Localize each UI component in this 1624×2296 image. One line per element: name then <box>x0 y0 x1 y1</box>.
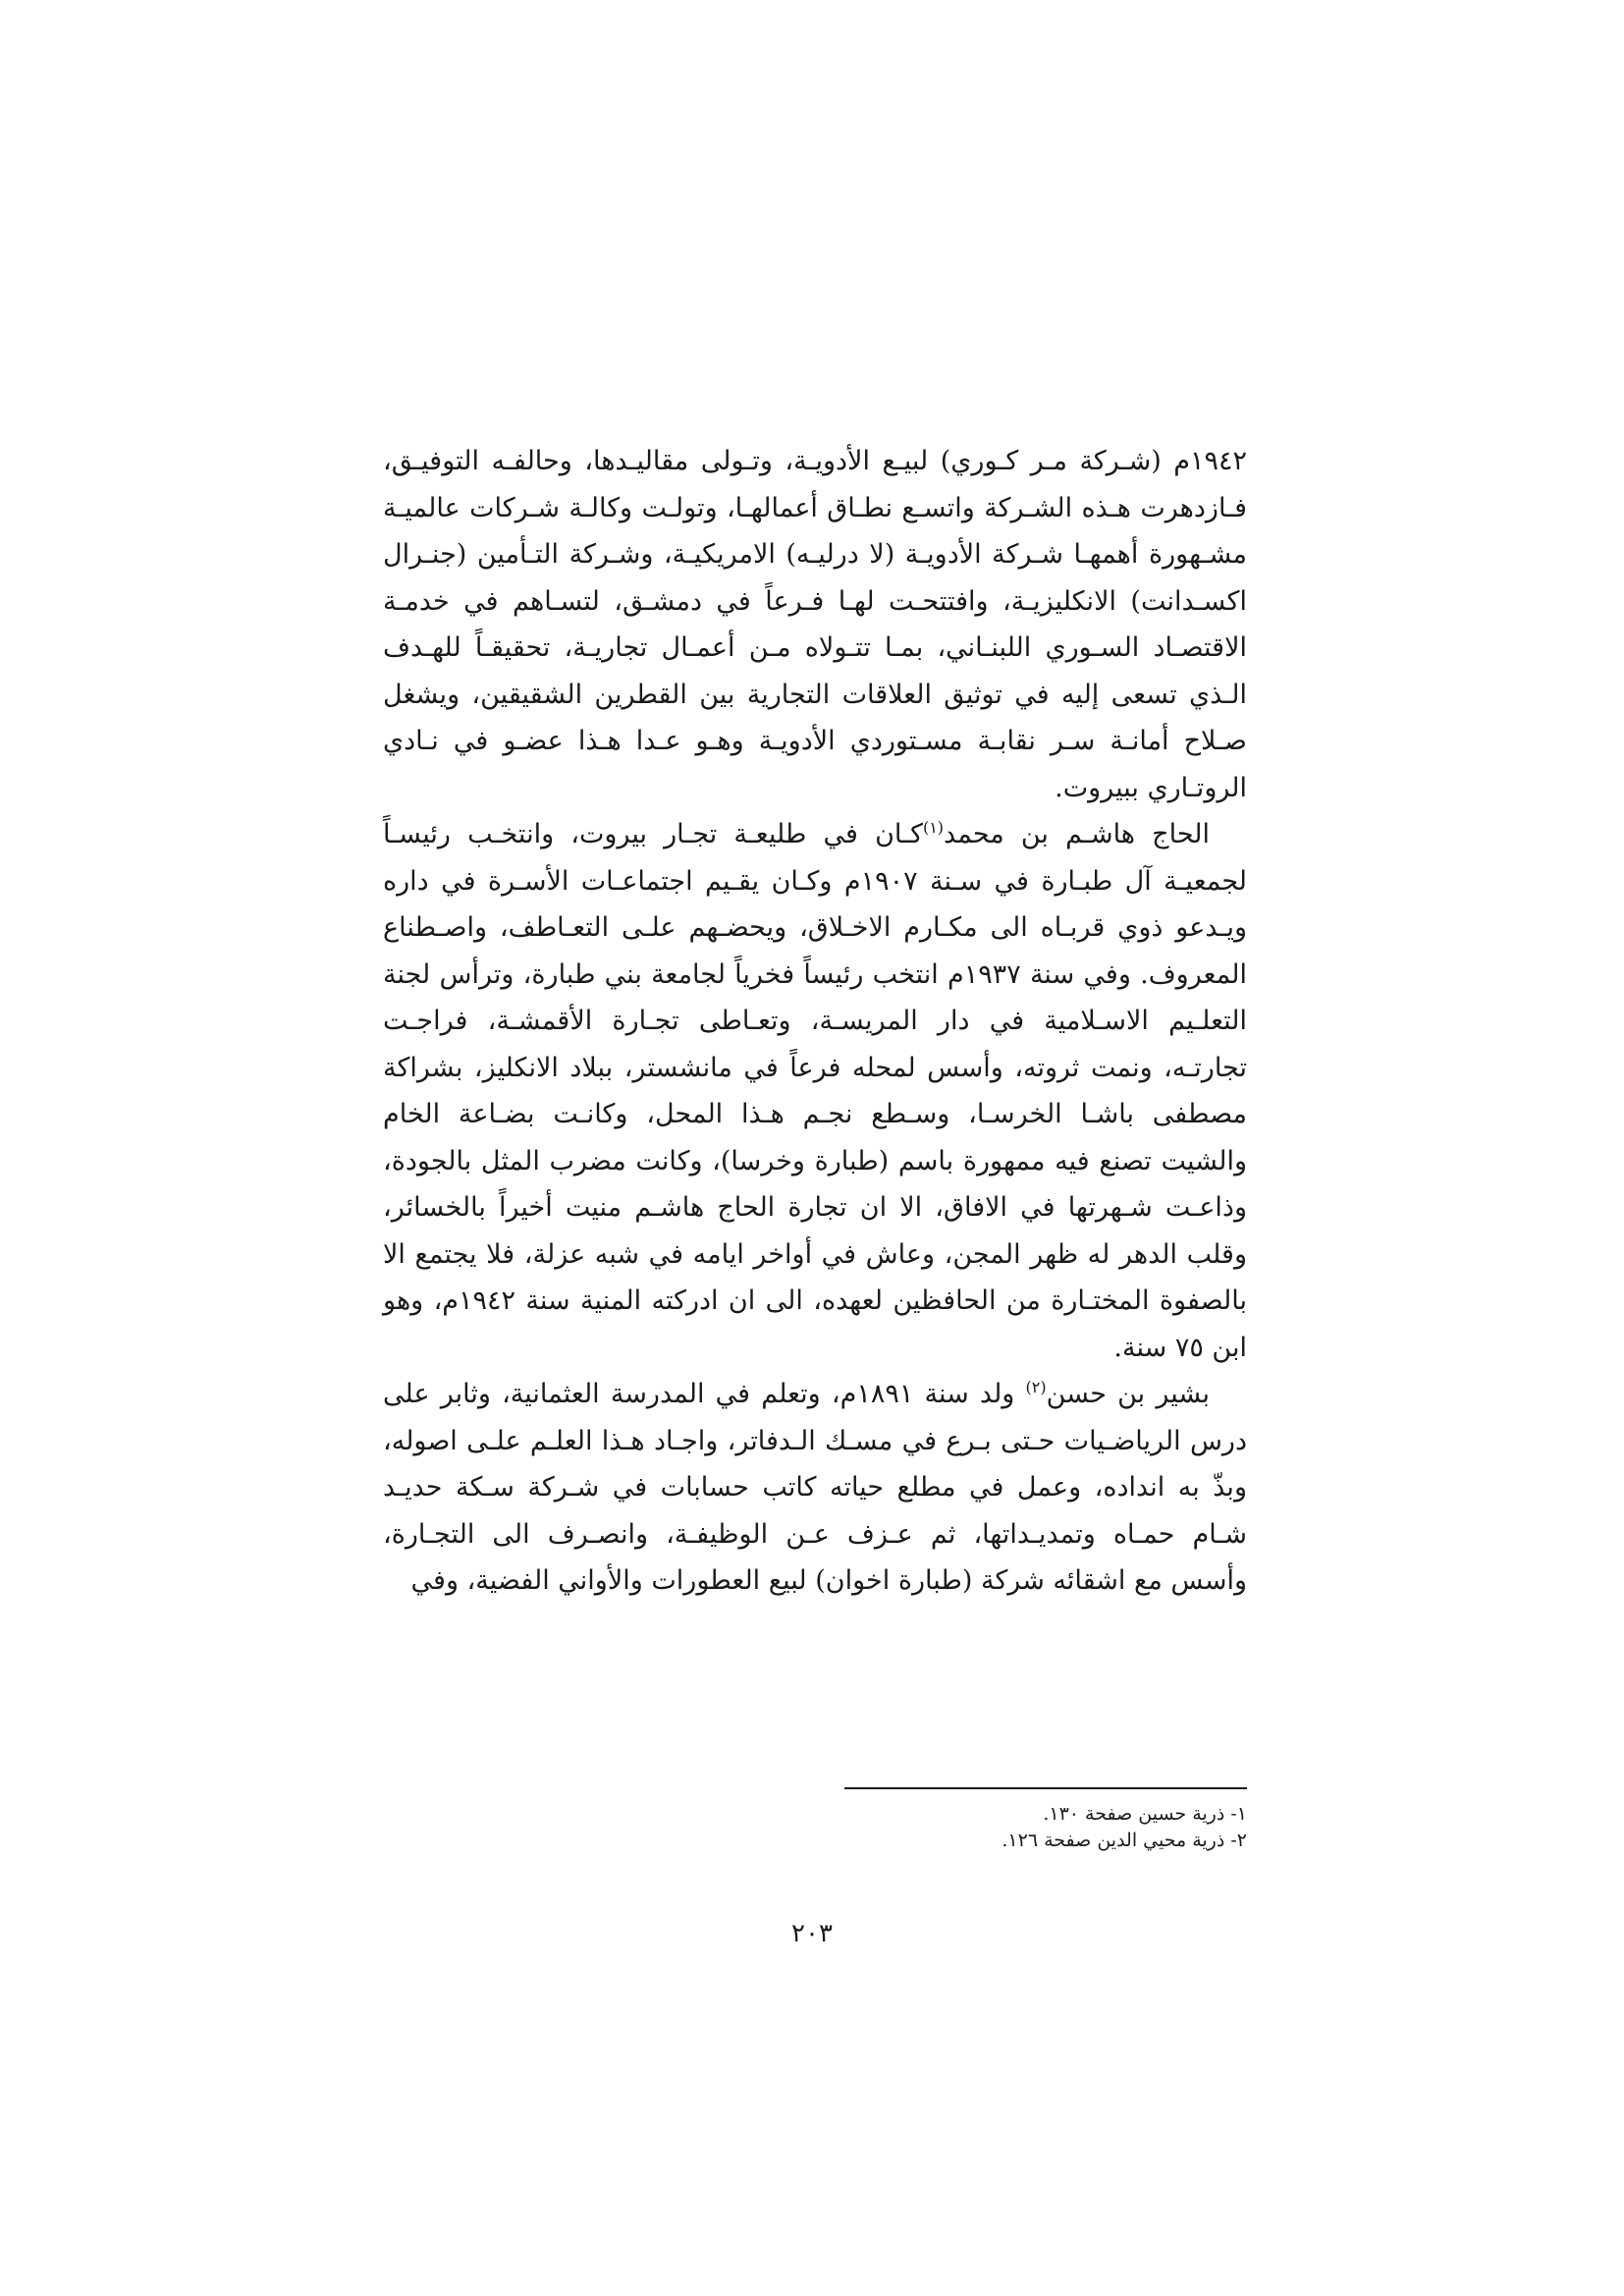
paragraph-2-start: الحاج هاشـم بن محمد <box>944 819 1210 849</box>
paragraph-3-body: ولد سنة ١٨٩١م، وتعلم في المدرسة العثمانية، وثابر على درس الرياضـيات حـتى بـرع في مسـك الـدفاتر، واجـاد هـذا العلـم علـى اصوله، وبذّ به انداده، وعمل في مطلع حياته كاتب حسابات في شـركة سـكة حديـد شـام حمـاه وتمديـداتها، ثم عـزف عـن الوظيفـة، وانصـرف الى التجـارة، وأسس مع اشقائه شركة (طبارة اخوان) لبيع العطورات والأواني الفضية، وفي <box>383 1379 1247 1596</box>
paragraph-1: ١٩٤٢م (شـركة مـر كـوري) لبيـع الأدويـة، وتـولى مقاليـدها، وحالفـه التوفيـق، فـازدهرت هـذه الشـركة واتسـع نطـاق أعمالهـا، وتولـت وكالـة شـركات عالميـة مشـهورة أهمهـا شـركة الأدويـة (لا درليـه) الامريكيـة، وشـركة التـأمين (جنـرال اكسـدانت) الانكليزيـة، وافتتحـت لهـا فـرعاً في دمشـق، لتسـاهم في خدمـة الاقتصـاد السـوري اللبنـاني، بمـا تتـولاه مـن أعمـال تجاريـة، تحقيقـاً للهـدف الـذي تسعى إليه في توثيق العلاقات التجارية بين القطرين الشقيقين، ويشغل صـلاح أمانـة سـر نقابـة مسـتوردي الأدويـة وهـو عـدا هـذا عضـو في نـادي الروتـاري ببيروت. <box>383 446 1247 803</box>
paragraph-2 <box>383 811 1247 1371</box>
footnote-ref-1: (١) <box>922 818 945 837</box>
page-number: ٢٠٣ <box>791 1919 833 1948</box>
paragraph-3-start: بشير بن حسن <box>1046 1379 1210 1409</box>
footnote-divider <box>844 1787 1247 1789</box>
footnote-ref-2: (٢) <box>1025 1378 1047 1396</box>
footnotes <box>746 1801 1247 1854</box>
footnote-2: ٢- ذرية محيي الدين صفحة ١٢٦. <box>1001 1830 1247 1851</box>
paragraph-2-body: كـان في طليعـة تجـار بيروت، وانتخـب رئيسـاً لجمعيـة آل طبـارة في سـنة ١٩٠٧م وكـان يقـيم اجتماعـات الأسـرة في داره ويـدعو ذوي قربـاه الى مكـارم الاخـلاق، ويحضـهم علـى التعـاطف، واصـطناع المعروف. وفي سنة ١٩٣٧م انتخب رئيساً فخرياً لجامعة بني طبارة، وترأس لجنة التعلـيم الاسـلامية في دار المريسـة، وتعـاطى تجـارة الأقمشـة، فراجـت تجارتـه، ونمت ثروته، وأسس لمحله فرعاً في مانشستر، ببلاد الانكليز، بشراكة مصطفى باشـا الخرسـا، وسـطع نجـم هـذا المحل، وكانـت بضـاعة الخام والشيت تصنع فيه ممهورة باسم (طبارة وخرسا)، وكانت مضرب المثل بالجودة، وذاعـت شـهرتها في الافاق، الا ان تجارة الحاج هاشـم منيت أخيراً بالخسائر، وقلب الدهر له ظهر المجن، وعاش في أواخر ايامه في شبه عزلة، فلا يجتمع الا بالصفوة المختـارة من الحافظين لعهده، الى ان ادركته المنية سنة ١٩٤٢م، وهو ابن ٧٥ سنة. <box>383 819 1247 1363</box>
main-text <box>383 438 1247 1605</box>
paragraph-3 <box>383 1371 1247 1605</box>
footnote-1: ١- ذرية حسين صفحة ١٣٠. <box>1043 1803 1247 1825</box>
